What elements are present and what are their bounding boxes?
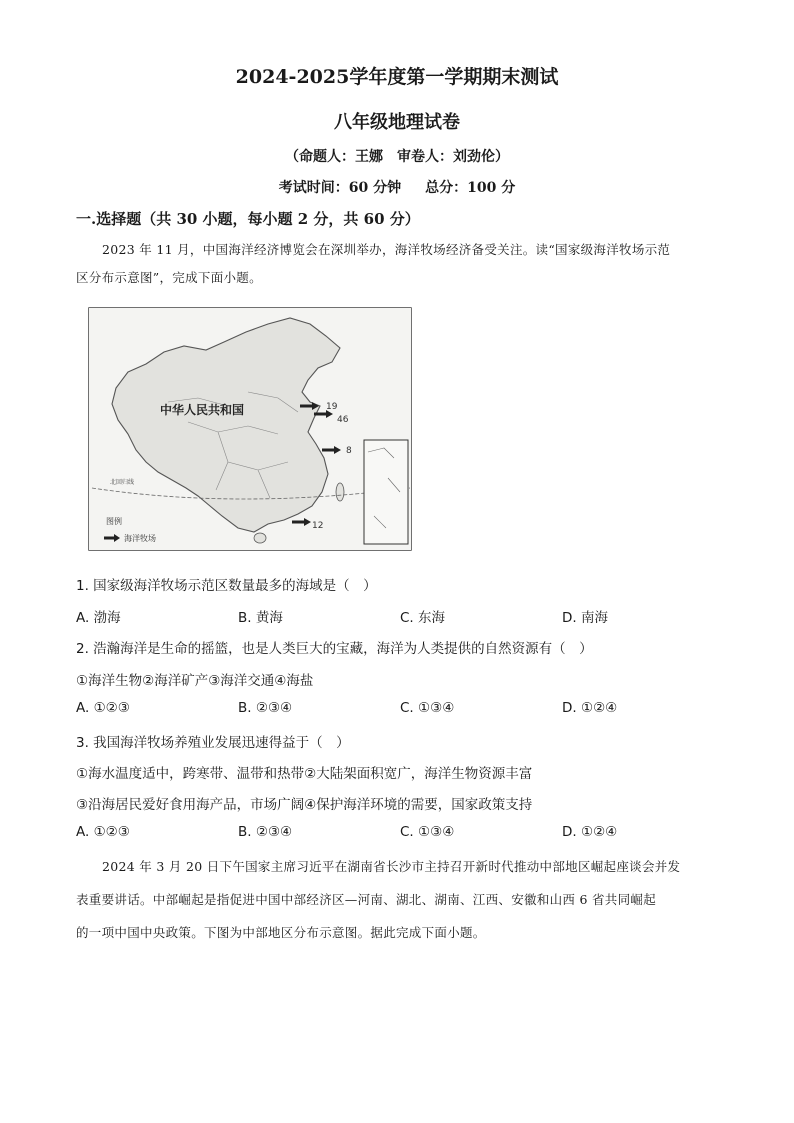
exam-subtitle: 八年级地理试卷 [334, 112, 460, 133]
passage-2-line-2: 表重要讲话。中部崛起是指促进中国中部经济区—河南、湖北、湖南、江西、安徽和山西 6 省共同崛起 [76, 892, 657, 907]
total-score: 总分：100 分 [425, 180, 516, 196]
marine-ranch-map [88, 302, 414, 558]
q1-option-a[interactable]: A. 渤海 [76, 610, 121, 626]
q1-option-c[interactable]: C. 东海 [400, 610, 446, 626]
q3-option-c[interactable]: C. ①③④ [400, 824, 455, 840]
question-2-stem: 2. 浩瀚海洋是生命的摇篮，也是人类巨大的宝藏，海洋为人类提供的自然资源有（ ） [76, 641, 593, 657]
legend-title: 图例 [106, 517, 122, 526]
count-bohai: 19 [326, 402, 338, 412]
question-3-stem: 3. 我国海洋牧场养殖业发展迅速得益于（ ） [76, 735, 350, 751]
q3-option-b[interactable]: B. ②③④ [238, 824, 293, 840]
exam-time: 考试时间：60 分钟 [278, 180, 402, 196]
legend-item-label: 海洋牧场 [124, 534, 156, 543]
country-label: 中华人民共和国 [160, 403, 245, 417]
question-1-stem: 1. 国家级海洋牧场示范区数量最多的海域是（ ） [76, 578, 377, 594]
exam-title: 2024-2025学年度第一学期期末测试 [235, 66, 559, 88]
passage-2-line-1: 2024 年 3 月 20 日下午国家主席习近平在湖南省长沙市主持召开新时代推动中部地区崛起座谈会并发 [102, 859, 681, 874]
passage-2 [76, 850, 726, 949]
question-3-items-2: ③沿海居民爱好食用海产品，市场广阔④保护海洋环境的需要，国家政策支持 [76, 797, 533, 813]
count-south-sea: 12 [312, 521, 324, 531]
q2-option-c[interactable]: C. ①③④ [400, 700, 455, 716]
q1-option-d[interactable]: D. 南海 [562, 610, 608, 626]
count-yellow-sea: 46 [337, 415, 349, 425]
section-title: 一.选择题（共 30 小题，每小题 2 分，共 60 分） [76, 210, 420, 228]
question-2-items: ①海洋生物②海洋矿产③海洋交通④海盐 [76, 673, 314, 689]
south-china-sea-inset [364, 440, 408, 544]
count-east-sea: 8 [346, 446, 352, 456]
taiwan-island [336, 483, 344, 501]
question-3-items-1: ①海水温度适中，跨寒带、温带和热带②大陆架面积宽广，海洋生物资源丰富 [76, 766, 533, 782]
q1-option-b[interactable]: B. 黄海 [238, 610, 283, 626]
authors-line: （命题人：王娜 审卷人：刘劲伦） [285, 149, 509, 165]
passage-1-line-1: 2023 年 11 月，中国海洋经济博览会在深圳举办，海洋牧场经济备受关注。读“国家级海洋牧场示范 [102, 242, 671, 257]
q2-option-d[interactable]: D. ①②④ [562, 700, 618, 716]
q3-option-a[interactable]: A. ①②③ [76, 824, 130, 840]
tropic-label: 北回归线 [110, 479, 135, 486]
hainan-island [254, 533, 266, 543]
exam-info-line [0, 177, 794, 197]
q3-option-d[interactable]: D. ①②④ [562, 824, 618, 840]
passage-1-line-2: 区分布示意图”，完成下面小题。 [76, 270, 262, 285]
q2-option-b[interactable]: B. ②③④ [238, 700, 293, 716]
passage-1 [76, 236, 726, 292]
q2-option-a[interactable]: A. ①②③ [76, 700, 130, 716]
passage-2-line-3: 的一项中国中央政策。下图为中部地区分布示意图。据此完成下面小题。 [76, 925, 486, 940]
